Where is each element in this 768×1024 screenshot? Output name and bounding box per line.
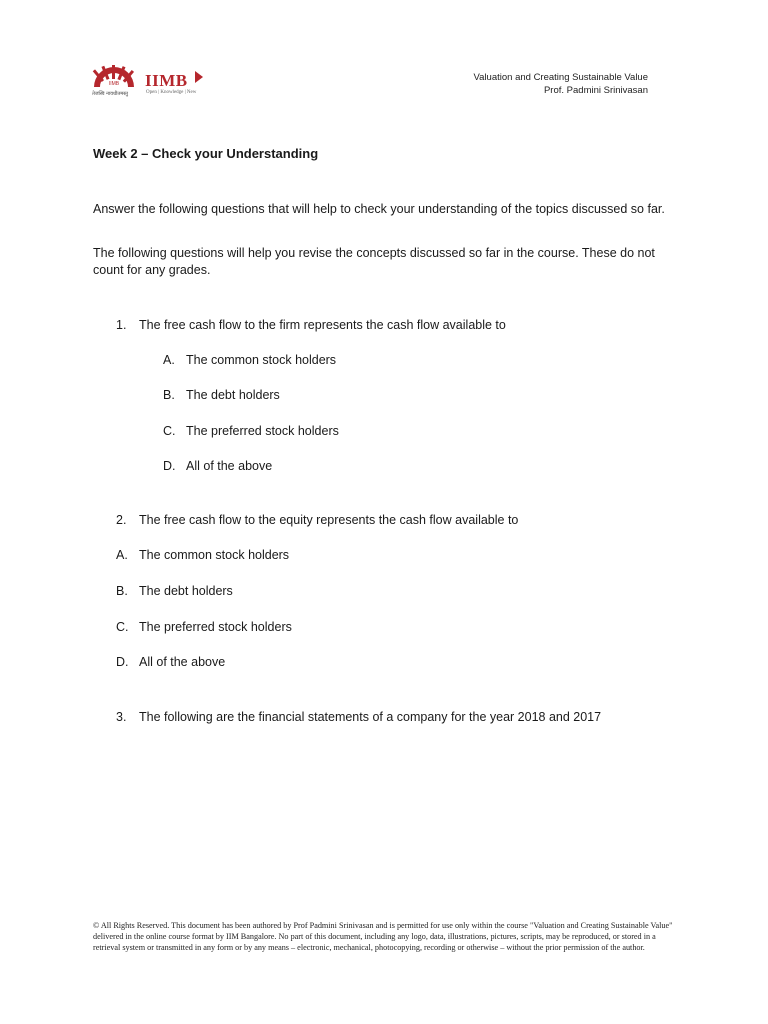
option-letter: D. bbox=[116, 655, 129, 669]
logo-name: IIMB bbox=[145, 71, 188, 90]
logo-tagline: Open | Knowledge | New bbox=[146, 90, 197, 95]
question-3 bbox=[116, 709, 601, 726]
header-info bbox=[474, 71, 648, 97]
option-letter: B. bbox=[116, 584, 128, 598]
q1-option-d bbox=[163, 458, 272, 475]
question-text: The free cash flow to the firm represents the cash flow available to bbox=[139, 318, 506, 332]
q1-option-a bbox=[163, 352, 336, 369]
question-text: The free cash flow to the equity represents the cash flow available to bbox=[139, 513, 519, 527]
question-number: 1. bbox=[116, 318, 127, 332]
intro-paragraph-2: The following questions will help you revise the concepts discussed so far in the course. These do not count for any grades. bbox=[93, 246, 655, 277]
page-title: Week 2 – Check your Understanding bbox=[93, 146, 319, 161]
option-letter: A. bbox=[163, 353, 175, 367]
question-number: 3. bbox=[116, 710, 127, 724]
instructor-name: Prof. Padmini Srinivasan bbox=[543, 85, 648, 96]
option-text: The preferred stock holders bbox=[186, 424, 339, 438]
option-letter: B. bbox=[163, 388, 175, 402]
q2-option-b bbox=[116, 583, 233, 600]
question-1 bbox=[116, 317, 506, 334]
option-text: The debt holders bbox=[186, 388, 280, 402]
option-text: The preferred stock holders bbox=[139, 620, 292, 634]
option-letter: C. bbox=[116, 620, 129, 634]
option-letter: C. bbox=[163, 424, 176, 438]
option-text: The common stock holders bbox=[139, 548, 290, 562]
option-text: The common stock holders bbox=[186, 353, 337, 367]
q2-option-c bbox=[116, 619, 292, 636]
option-text: All of the above bbox=[139, 655, 226, 669]
question-text: The following are the financial statements of a company for the year 2018 and 2017 bbox=[139, 710, 602, 724]
svg-text:IIMB: IIMB bbox=[108, 81, 120, 87]
q1-option-c bbox=[163, 423, 339, 440]
q2-option-a bbox=[116, 547, 289, 564]
option-letter: A. bbox=[116, 548, 128, 562]
option-letter: D. bbox=[163, 459, 176, 473]
logo-hindi-motto: तेजस्वि नावधीतमस्तु bbox=[92, 91, 129, 97]
question-number: 2. bbox=[116, 513, 127, 527]
question-2 bbox=[116, 512, 518, 529]
q2-option-d bbox=[116, 654, 225, 671]
option-text: All of the above bbox=[186, 459, 273, 473]
q1-option-b bbox=[163, 387, 280, 404]
intro-paragraph-1: Answer the following questions that will help to check your understanding of the topics discussed so far. bbox=[93, 202, 665, 216]
copyright-footer: © All Rights Reserved. This document has been authored by Prof Padmini Srinivasan and is permitted for use only within the course "Valuation and Creating Sustainable Value" delivered in the online course format by IIM Bangalore. No part of this document, including any logo, data, illustrations, pictures, scripts, may be reproduced, or stored in a retrieval system or transmitted in any form or by any means – electronic, mechanical, photocopying, recording or otherwise – without the prior permission of the author. bbox=[93, 921, 673, 952]
course-title: Valuation and Creating Sustainable Value bbox=[473, 72, 648, 83]
option-text: The debt holders bbox=[139, 584, 233, 598]
